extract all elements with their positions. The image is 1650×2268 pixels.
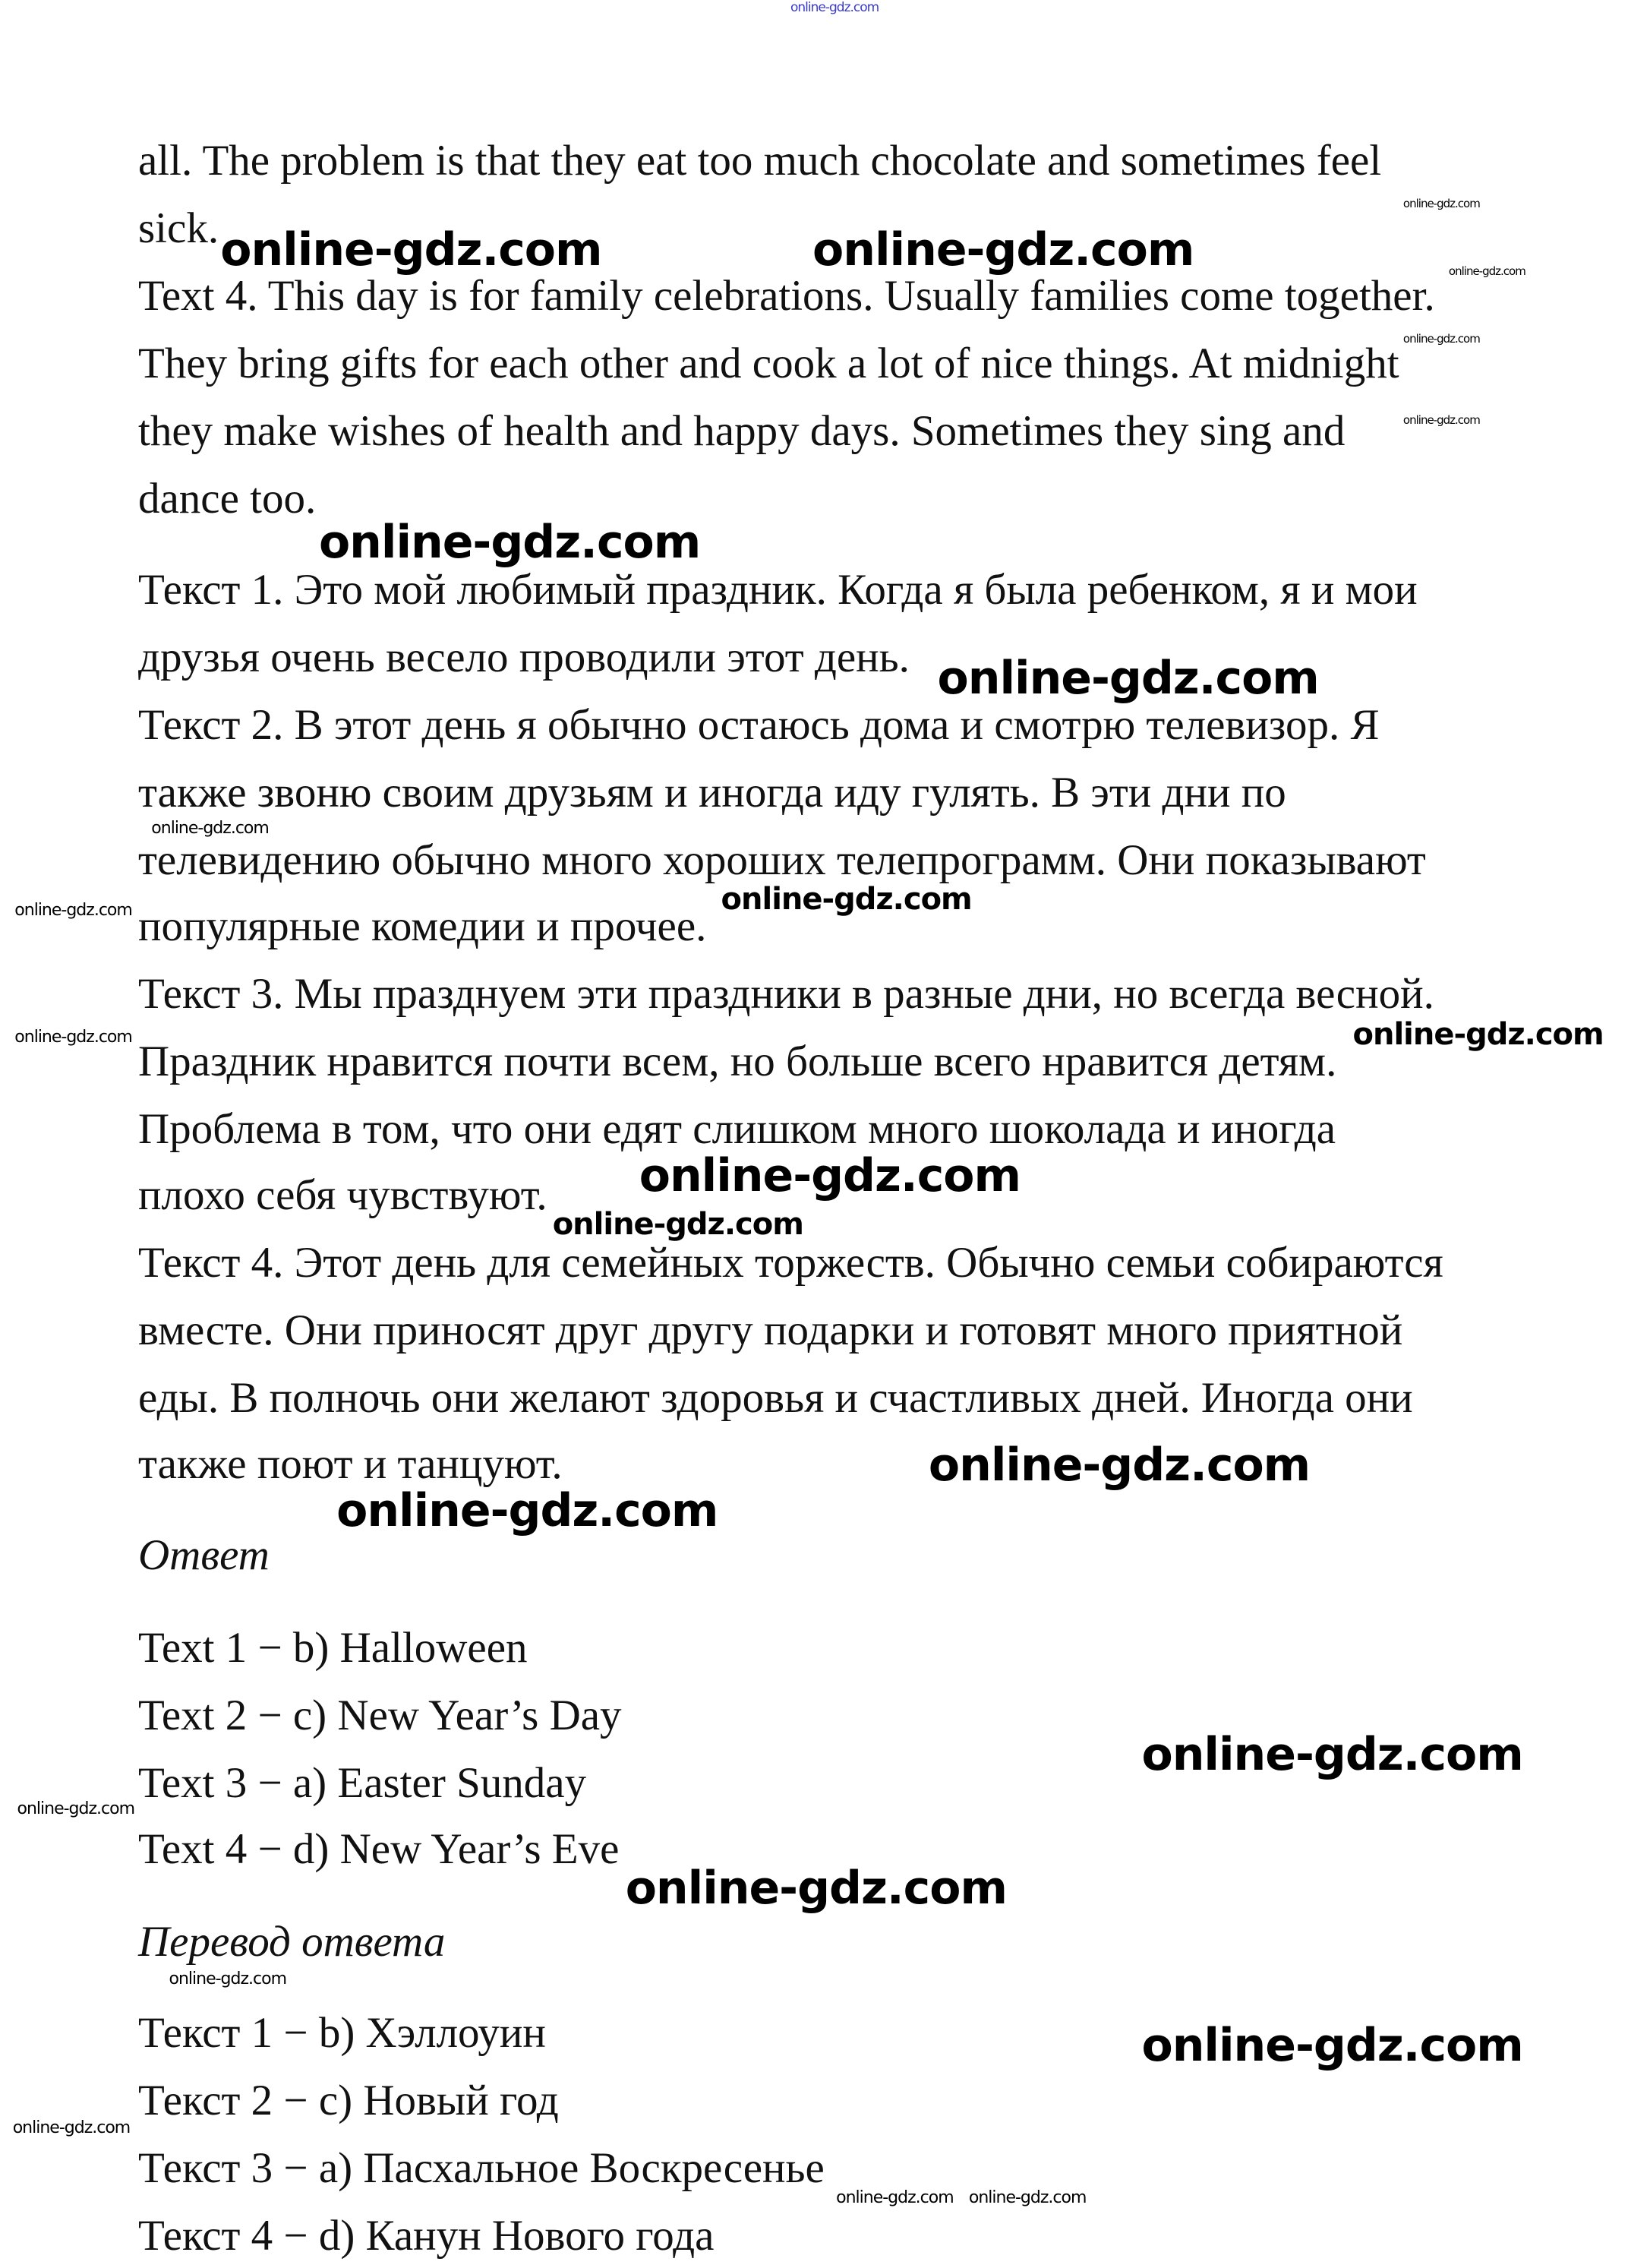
watermark: online-gdz.com	[318, 515, 701, 569]
text-line: dance too.	[138, 474, 317, 523]
watermark: online-gdz.com	[151, 819, 269, 839]
watermark: online-gdz.com	[812, 223, 1194, 276]
watermark: online-gdz.com	[1141, 1728, 1523, 1782]
text-line: Text 4. This day is for family celebrations. Usually families come together.	[138, 271, 1435, 320]
watermark: online-gdz.com	[169, 1969, 287, 1989]
text-line: Text 4 − d) New Year’s Eve	[138, 1824, 620, 1873]
text-line: Text 2 − c) New Year’s Day	[138, 1691, 622, 1739]
text-line: Text 1 − b) Halloween	[138, 1623, 528, 1672]
text-line: sick.	[138, 204, 219, 252]
watermark: online-gdz.com	[937, 652, 1319, 706]
text-line: Текст 4 − d) Канун Нового года	[138, 2211, 715, 2260]
watermark: online-gdz.com	[1402, 332, 1480, 346]
text-line: Текст 4. Этот день для семейных торжеств. Обычно семьи собираются	[138, 1238, 1443, 1287]
watermark: online-gdz.com	[836, 2188, 954, 2208]
header-watermark: online-gdz.com	[790, 0, 879, 15]
text-line: также поют и танцуют.	[138, 1440, 563, 1488]
watermark: online-gdz.com	[968, 2188, 1087, 2208]
text-line: Проблема в том, что они едят слишком много шоколада и иногда	[138, 1104, 1336, 1153]
text-line: they make wishes of health and happy days. Sometimes they sing and	[138, 406, 1346, 455]
watermark: online-gdz.com	[1352, 1017, 1604, 1053]
text-line: They bring gifts for each other and cook a lot of nice things. At midnight	[138, 339, 1399, 387]
text-line: Текст 3 − a) Пасхальное Воскресенье	[138, 2143, 825, 2192]
watermark: online-gdz.com	[14, 901, 132, 921]
watermark: online-gdz.com	[721, 882, 972, 918]
text-line: еды. В полночь они желают здоровья и счастливых дней. Иногда они	[138, 1373, 1413, 1422]
text-line: Текст 3. Мы празднуем эти праздники в разные дни, но всегда весной.	[138, 969, 1434, 1018]
text-line: Текст 1 − b) Хэллоуин	[138, 2008, 546, 2057]
text-line: all. The problem is that they eat too much chocolate and sometimes feel	[138, 136, 1382, 185]
watermark: online-gdz.com	[928, 1439, 1311, 1492]
text-line: также звоню своим друзьям и иногда иду гулять. В эти дни по	[138, 768, 1286, 817]
watermark: online-gdz.com	[12, 2118, 131, 2137]
text-line: Текст 2 − c) Новый год	[138, 2076, 559, 2124]
text-line: вместе. Они приносят друг другу подарки и готовят много приятной	[138, 1306, 1403, 1354]
watermark: online-gdz.com	[1402, 197, 1480, 211]
text-line: плохо себя чувствуют.	[138, 1170, 547, 1219]
text-line: Текст 1. Это мой любимый праздник. Когда я была ребенком, я и мои	[138, 565, 1418, 614]
section-heading: Перевод ответа	[138, 1917, 446, 1966]
watermark: online-gdz.com	[17, 1799, 135, 1818]
watermark: online-gdz.com	[1402, 412, 1480, 427]
text-line: Text 3 − a) Easter Sunday	[138, 1758, 587, 1807]
text-line: Праздник нравится почти всем, но больше всего нравится детям.	[138, 1037, 1337, 1085]
watermark: online-gdz.com	[1448, 264, 1525, 279]
text-line: Текст 2. В этот день я обычно остаюсь дома и смотрю телевизор. Я	[138, 700, 1380, 749]
watermark: online-gdz.com	[14, 1027, 132, 1047]
section-heading: Ответ	[138, 1530, 270, 1579]
watermark: online-gdz.com	[552, 1206, 803, 1242]
text-line: друзья очень весело проводили этот день.	[138, 633, 910, 681]
text-line: телевидению обычно много хороших телепрограмм. Они показывают	[138, 835, 1426, 884]
watermark: online-gdz.com	[1141, 2019, 1523, 2073]
text-line: популярные комедии и прочее.	[138, 902, 707, 950]
watermark: online-gdz.com	[336, 1483, 718, 1537]
watermark: online-gdz.com	[639, 1148, 1021, 1202]
watermark: online-gdz.com	[220, 223, 602, 276]
watermark: online-gdz.com	[625, 1862, 1007, 1916]
